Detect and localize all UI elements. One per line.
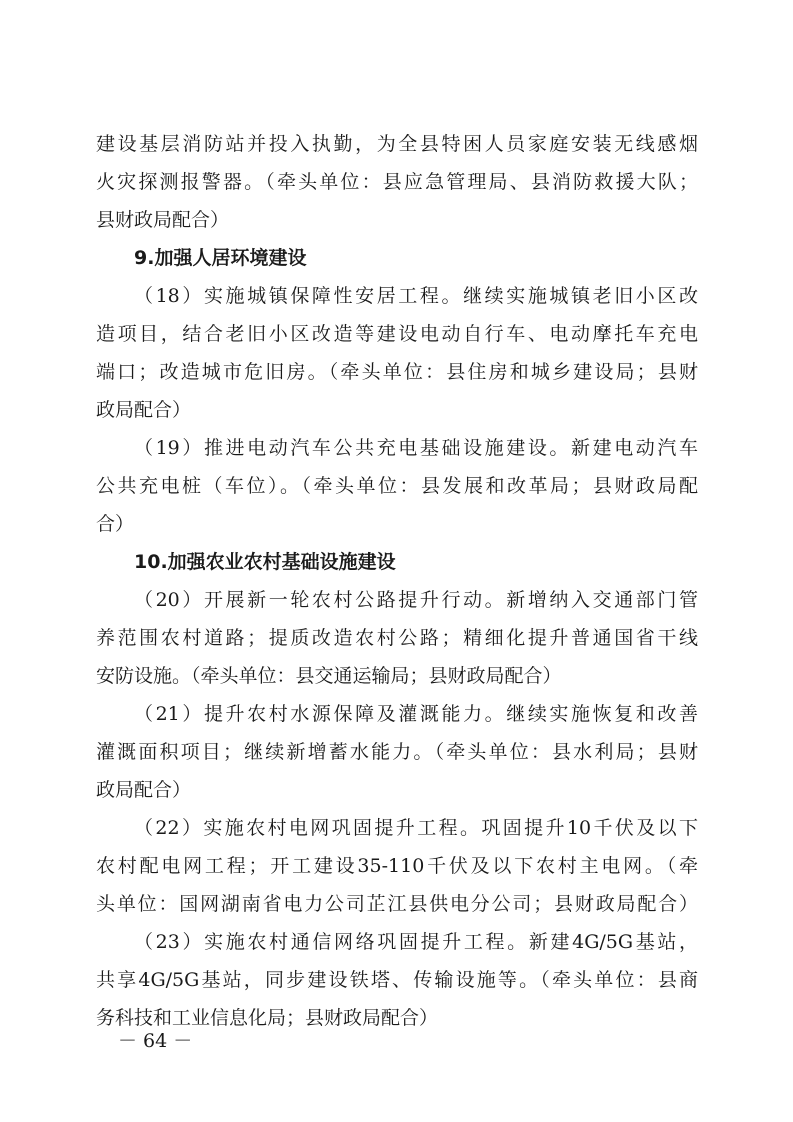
text-line: （20）开展新一轮农村公路提升行动。新增纳入交通部门管 [134,589,698,611]
text-line: 县财政局配合） [96,209,230,231]
text-line: 灌溉面积项目；继续新增蓄水能力。（牵头单位：县水利局；县财 [96,741,698,763]
section-heading: 9.加强人居环境建设 [134,247,307,269]
text-line: 政局配合） [96,779,192,801]
text-line: 共享4G/5G基站，同步建设铁塔、传输设施等。（牵头单位：县商 [96,969,698,991]
text-line: 造项目，结合老旧小区改造等建设电动自行车、电动摩托车充电 [96,323,698,345]
text-line: 安防设施。（牵头单位：县交通运输局；县财政局配合） [96,665,562,687]
text-line: 政局配合） [96,399,192,421]
text-line: （22）实施农村电网巩固提升工程。巩固提升10千伏及以下 [134,817,698,839]
section-heading: 10.加强农业农村基础设施建设 [134,551,396,573]
text-line: 务科技和工业信息化局；县财政局配合） [96,1007,439,1029]
text-line: 端口；改造城市危旧房。（牵头单位：县住房和城乡建设局；县财 [96,361,698,383]
text-line: （18）实施城镇保障性安居工程。继续实施城镇老旧小区改 [134,285,698,307]
text-line: （21）提升农村水源保障及灌溉能力。继续实施恢复和改善 [134,703,698,725]
text-line: 建设基层消防站并投入执勤，为全县特困人员家庭安装无线感烟 [96,133,698,155]
text-line: 火灾探测报警器。（牵头单位：县应急管理局、县消防救援大队； [96,171,698,193]
text-line: （23）实施农村通信网络巩固提升工程。新建4G/5G基站， [134,931,698,953]
page-number: － 64 － [118,1030,193,1052]
text-line: 养范围农村道路；提质改造农村公路；精细化提升普通国省干线 [96,627,698,649]
text-line: （19）推进电动汽车公共充电基础设施建设。新建电动汽车 [134,437,698,459]
text-line: 公共充电桩（车位）。（牵头单位：县发展和改革局；县财政局配 [96,475,698,497]
text-line: 头单位：国网湖南省电力公司芷江县供电分公司；县财政局配合） [96,893,698,915]
text-line: 农村配电网工程；开工建设35-110千伏及以下农村主电网。（牵 [96,855,698,877]
text-line: 合） [96,513,135,535]
